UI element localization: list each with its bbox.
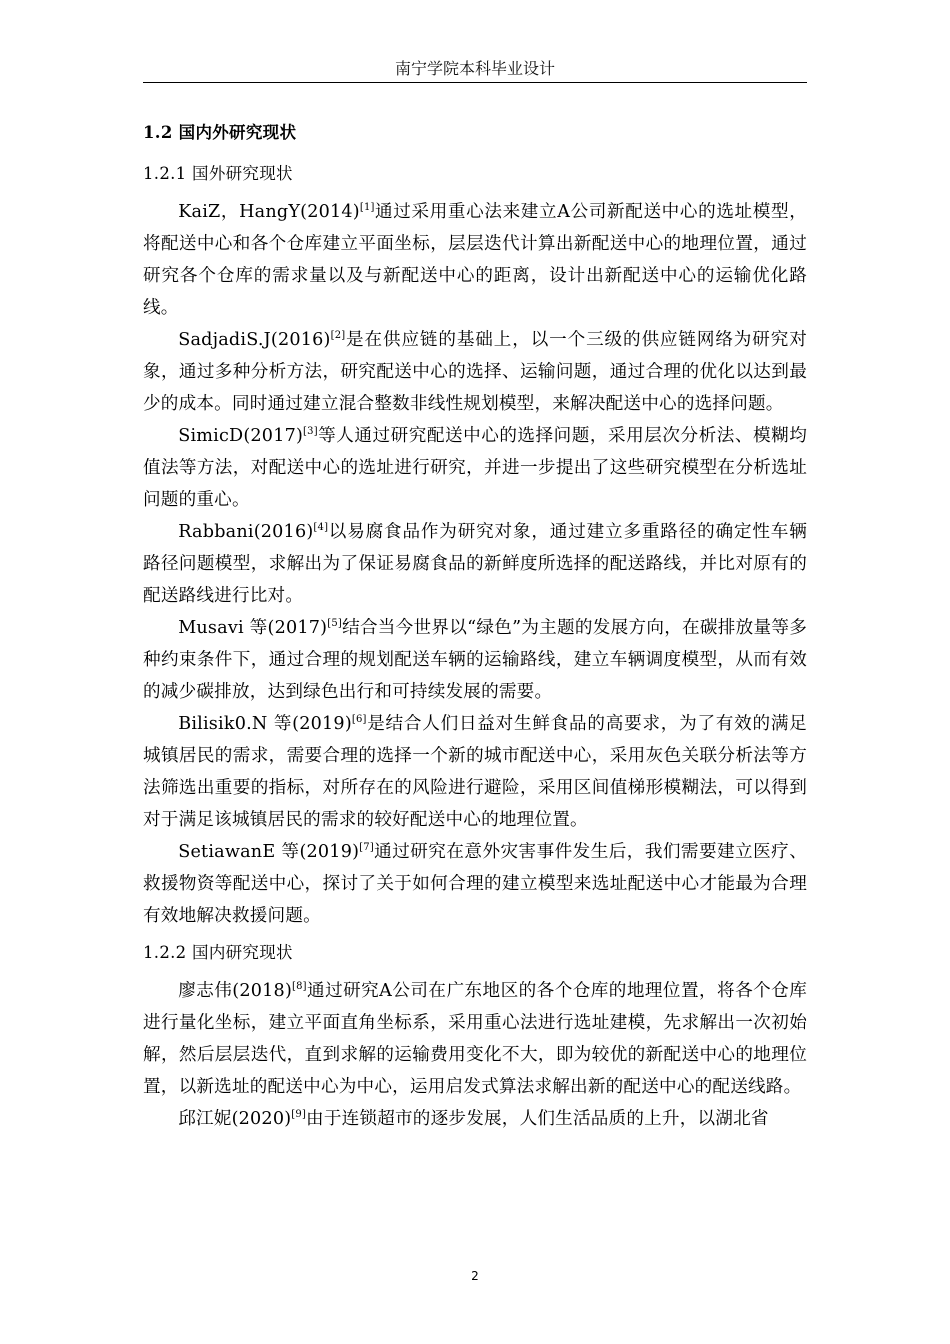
citation-author: SadjadiS.J(2016) — [178, 330, 331, 350]
paragraph-text: 由于连锁超市的逐步发展，人们生活品质的上升，以湖北省 — [306, 1109, 769, 1129]
paragraph — [143, 196, 807, 324]
document-body — [143, 114, 807, 1135]
subsection-heading-foreign: 1.2.1 国外研究现状 — [143, 164, 293, 183]
citation-ref: [7] — [359, 842, 374, 853]
citation-author: SimicD(2017) — [178, 426, 304, 446]
citation-ref: [3] — [303, 426, 318, 437]
subsection-heading-domestic: 1.2.2 国内研究现状 — [143, 943, 293, 962]
header-rule — [143, 82, 807, 83]
citation-author: Rabbani(2016) — [178, 522, 314, 542]
paragraph — [143, 612, 807, 708]
citation-author: Bilisik0.N 等(2019) — [178, 714, 352, 734]
section-heading: 1.2 国内外研究现状 — [143, 123, 297, 142]
paragraph-text: 结合当今世界以“绿色”为主题的发展方向，在碳排放量等多种约束条件下，通过合理的规划配送车辆的运输路线，建立车辆调度模型，从而有效的减少碳排放，达到绿色出行和可持续发展的需要。 — [143, 618, 807, 702]
paragraph — [143, 324, 807, 420]
citation-author: KaiZ，HangY(2014) — [178, 202, 360, 222]
paragraph — [143, 516, 807, 612]
citation-ref: [5] — [327, 618, 343, 629]
paragraph — [143, 836, 807, 932]
citation-author: 邱江妮(2020) — [178, 1109, 292, 1129]
citation-author: 廖志伟(2018) — [178, 981, 293, 1001]
paragraph — [143, 708, 807, 836]
citation-ref: [6] — [351, 714, 367, 725]
paragraph-text: 通过研究A公司在广东地区的各个仓库的地理位置，将各个仓库进行量化坐标，建立平面直角坐标系，采用重心法进行选址建模，先求解出一次初始解，然后层层迭代，直到求解的运输费用变化不大，即为较优的新配送中心的地理位置，以新选址的配送中心为中心，运用启发式算法求解出新的配送中心的配送线路。 — [143, 981, 807, 1097]
paragraph-text: 等人通过研究配送中心的选择问题，采用层次分析法、模糊均值法等方法，对配送中心的选址进行研究，并进一步提出了这些研究模型在分析选址问题的重心。 — [143, 426, 807, 510]
citation-author: Musavi 等(2017) — [178, 618, 328, 638]
paragraph-text: 以易腐食品作为研究对象，通过建立多重路径的确定性车辆路径问题模型，求解出为了保证易腐食品的新鲜度所选择的配送路线，并比对原有的配送路线进行比对。 — [143, 522, 807, 606]
citation-author: SetiawanE 等(2019) — [178, 842, 360, 862]
citation-ref: [4] — [313, 522, 329, 533]
paragraph-text: 是结合人们日益对生鲜食品的高要求，为了有效的满足城镇居民的需求，需要合理的选择一个新的城市配送中心，采用灰色关联分析法等方法筛选出重要的指标，对所存在的风险进行避险，采用区间值梯形模糊法，可以得到对于满足该城镇居民的需求的较好配送中心的地理位置。 — [143, 714, 807, 830]
paragraph — [143, 420, 807, 516]
paragraph — [143, 1103, 807, 1135]
paragraph — [143, 975, 807, 1103]
citation-ref: [9] — [291, 1109, 307, 1120]
paragraph-text: 通过研究在意外灾害事件发生后，我们需要建立医疗、救援物资等配送中心，探讨了关于如何合理的建立模型来选址配送中心才能最为合理有效地解决救援问题。 — [143, 842, 807, 926]
paragraph-text: 通过采用重心法来建立A公司新配送中心的选址模型，将配送中心和各个仓库建立平面坐标，层层迭代计算出新配送中心的地理位置，通过研究各个仓库的需求量以及与新配送中心的距离，设计出新配送中心的运输优化路线。 — [143, 202, 807, 318]
page-header-title: 南宁学院本科毕业设计 — [394, 59, 555, 78]
citation-ref: [2] — [330, 330, 346, 341]
citation-ref: [8] — [292, 981, 307, 992]
citation-ref: [1] — [359, 202, 375, 213]
page-number: 2 — [471, 1269, 479, 1283]
paragraph-text: 是在供应链的基础上，以一个三级的供应链网络为研究对象，通过多种分析方法，研究配送中心的选择、运输问题，通过合理的优化以达到最少的成本。同时通过建立混合整数非线性规划模型，来解决配送中心的选择问题。 — [143, 330, 807, 414]
